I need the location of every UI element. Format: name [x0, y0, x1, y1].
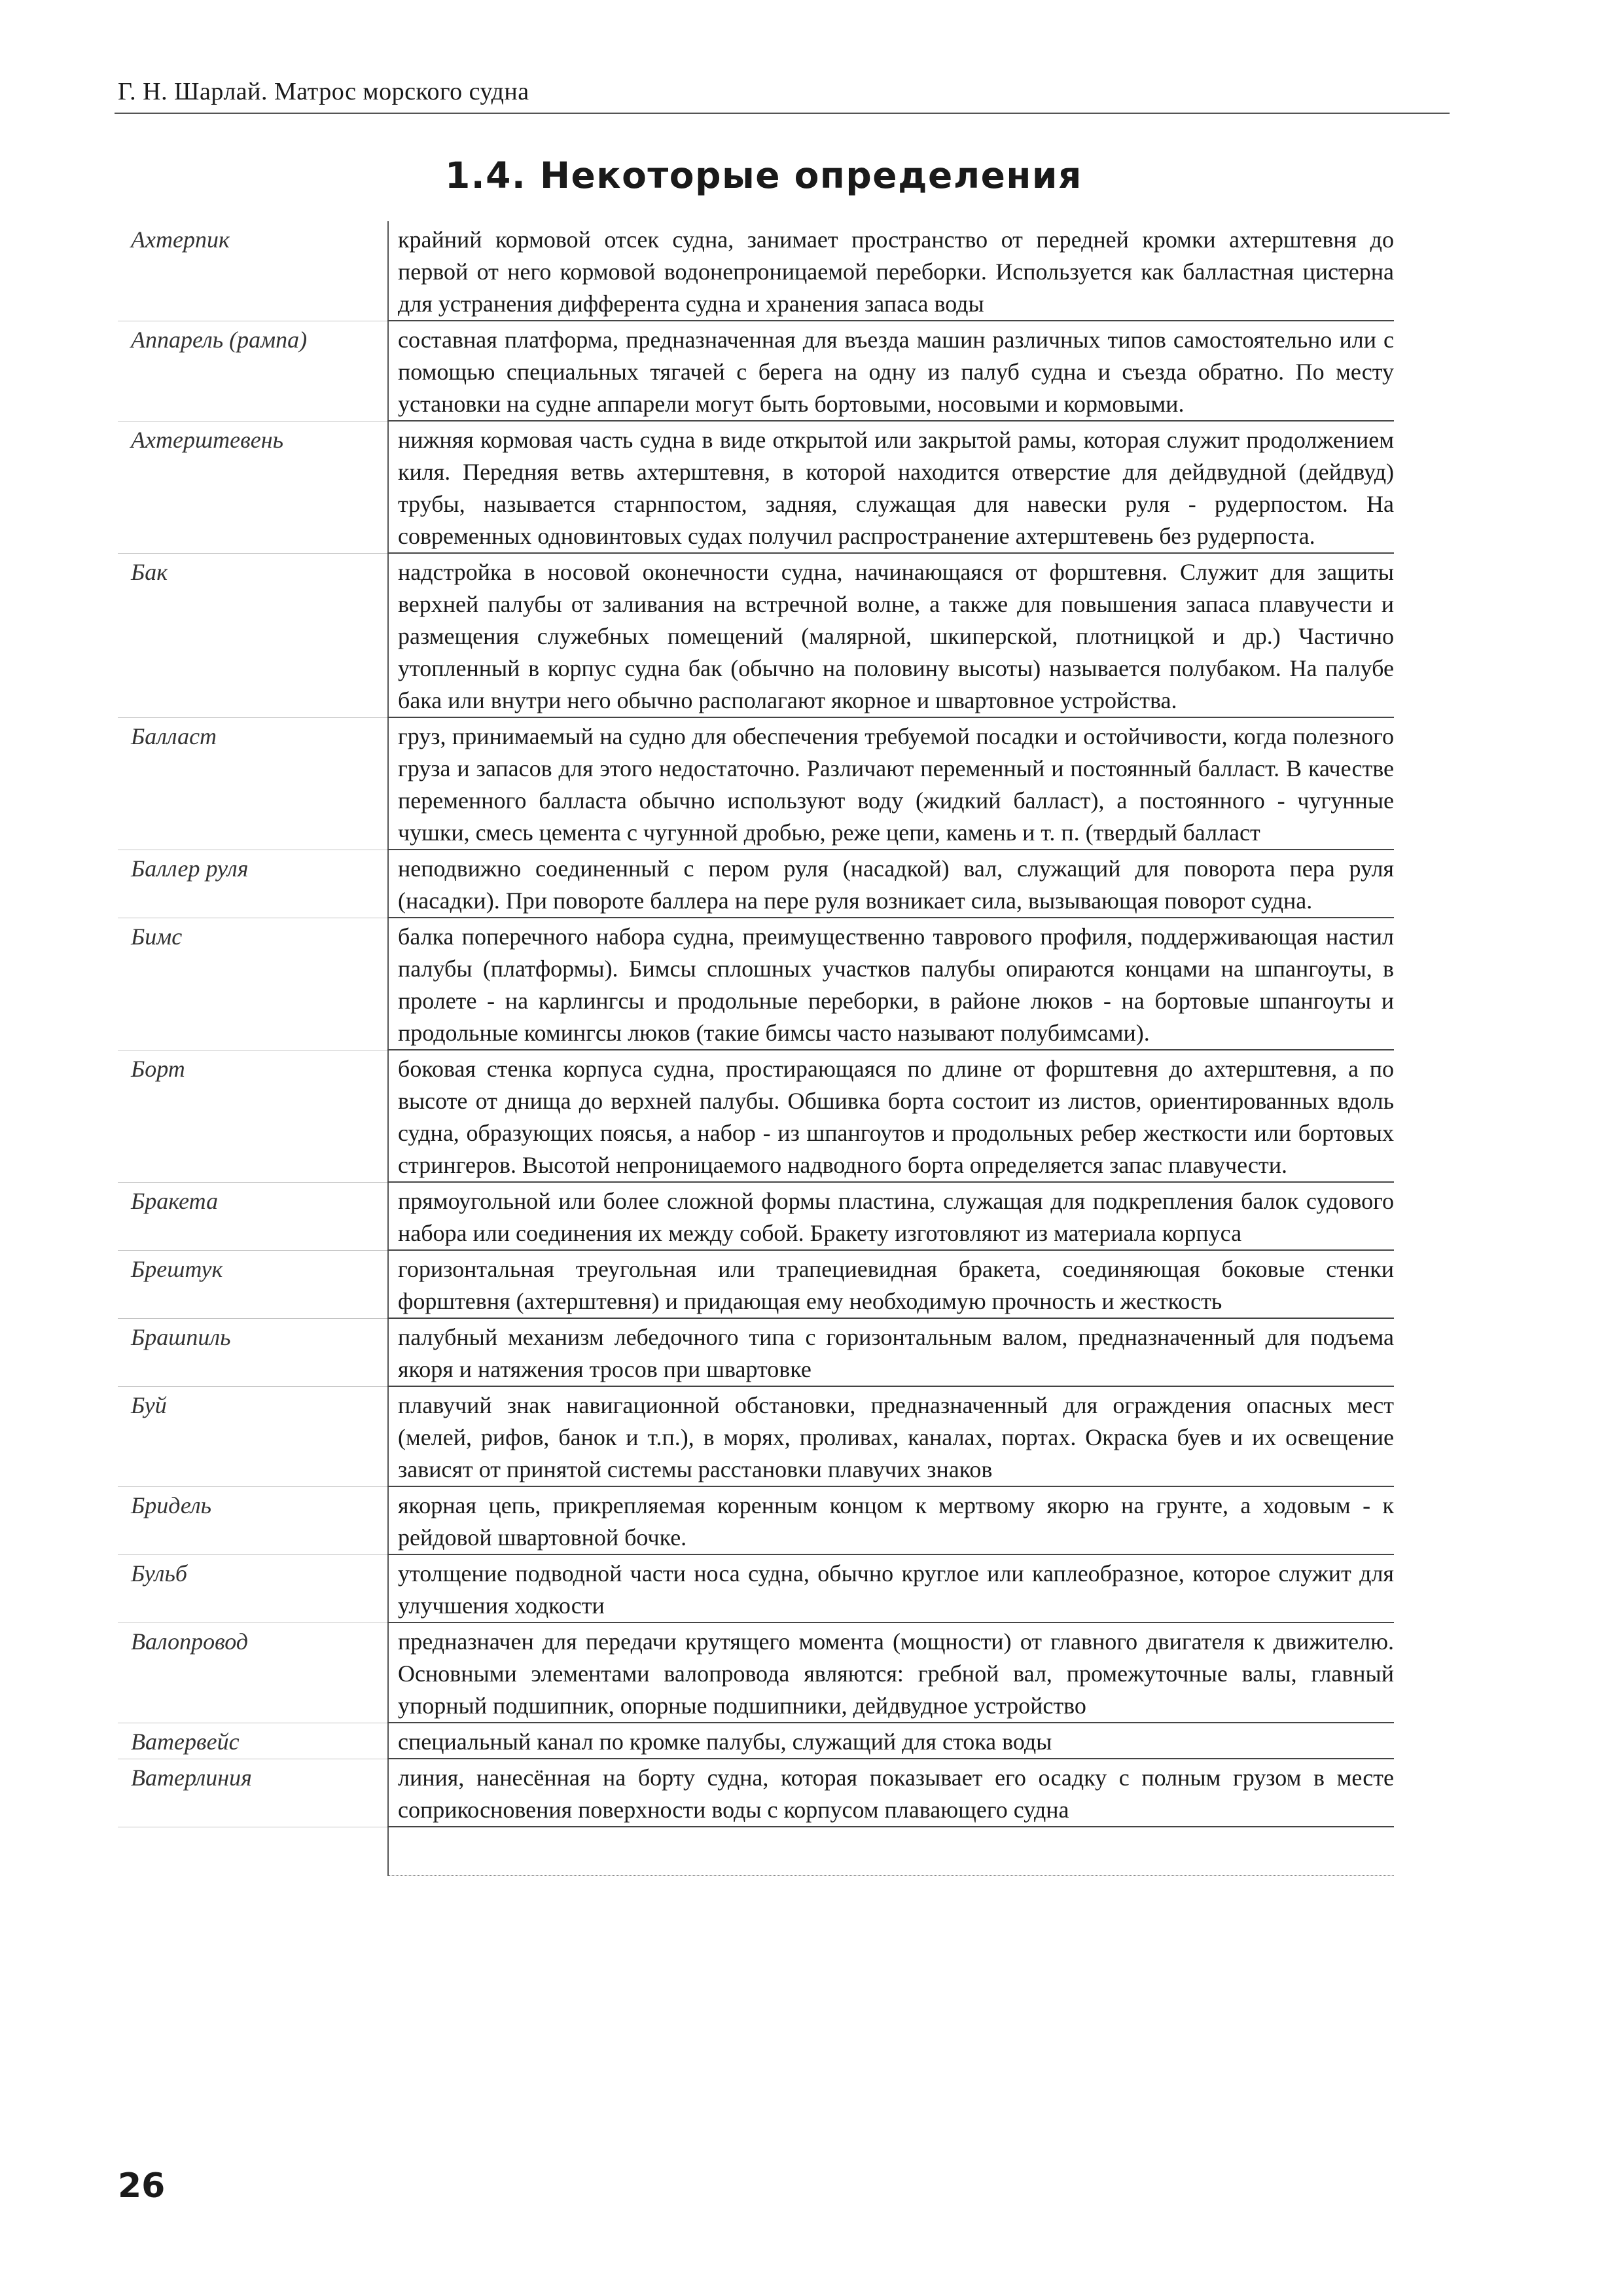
glossary-definition: утолщение подводной части носа судна, обычно круглое или каплеобразное, которое служит для улучшения ходкости — [388, 1554, 1394, 1623]
glossary-row — [118, 221, 1394, 321]
glossary-row — [118, 850, 1394, 918]
glossary-row — [118, 918, 1394, 1050]
glossary-term: Бак — [118, 553, 388, 717]
glossary-row — [118, 553, 1394, 717]
glossary-definition: горизонтальная треугольная или трапециевидная бракета, соединяющая боковые стенки форштевня (ахтерштевня) и придающая ему необходимую прочность и жесткость — [388, 1250, 1394, 1318]
glossary-definition: специальный канал по кромке палубы, служащий для стока воды — [388, 1723, 1394, 1759]
glossary-row — [118, 717, 1394, 850]
glossary-row — [118, 1723, 1394, 1759]
glossary-term: Брашпиль — [118, 1318, 388, 1386]
glossary-table — [118, 221, 1394, 1876]
glossary-term: Ахтерштевень — [118, 421, 388, 553]
glossary-term: Ватерлиния — [118, 1759, 388, 1827]
glossary-row — [118, 1182, 1394, 1250]
glossary-filler-row — [118, 1827, 1394, 1876]
glossary-definition: линия, нанесённая на борту судна, которая показывает его осадку с полным грузом в месте соприкосновения поверхности воды с корпусом плавающего судна — [388, 1759, 1394, 1827]
glossary-term: Буй — [118, 1386, 388, 1486]
glossary-row — [118, 1250, 1394, 1318]
glossary-definition: неподвижно соединенный с пером руля (насадкой) вал, служащий для поворота пера руля (насадки). При повороте баллера на пере руля возникает сила, вызывающая поворот судна. — [388, 850, 1394, 918]
glossary-row — [118, 1386, 1394, 1486]
glossary-term: Борт — [118, 1050, 388, 1182]
page-number: 26 — [118, 2166, 166, 2206]
glossary-row — [118, 421, 1394, 553]
glossary-definition: боковая стенка корпуса судна, простирающаяся по длине от форштевня до ахтерштевня, а по высоте от днища до верхней палубы. Обшивка борта состоит из листов, ориентированных вдоль судна, образующих поясья, а набор - из шпангоутов и продольных ребер жесткости или бортовых стрингеров. Высотой непроницаемого надводного борта определяется запас плавучести. — [388, 1050, 1394, 1182]
glossary-row — [118, 1759, 1394, 1827]
section-title: 1.4. Некоторые определения — [445, 154, 1082, 196]
glossary-filler-cell — [388, 1827, 1394, 1876]
glossary-definition: надстройка в носовой оконечности судна, начинающаяся от форштевня. Служит для защиты верхней палубы от заливания на встречной волне, а также для повышения запаса плавучести и размещения служебных помещений (малярной, шкиперской, плотницкой и др.) Частично утопленный в корпус судна бак (обычно на половину высоты) называется полубаком. На палубе бака или внутри него обычно располагают якорное и швартовное устройства. — [388, 553, 1394, 717]
running-head-rule — [115, 113, 1450, 114]
glossary-row — [118, 1050, 1394, 1182]
glossary-term: Бридель — [118, 1486, 388, 1554]
glossary-term: Бимс — [118, 918, 388, 1050]
glossary-row — [118, 1486, 1394, 1554]
glossary-definition: груз, принимаемый на судно для обеспечения требуемой посадки и остойчивости, когда полезного груза и запасов для этого недостаточно. Различают переменный и постоянный балласт. В качестве переменного балласта обычно используют воду (жидкий балласт), а постоянного - чугунные чушки, смесь цемента с чугунной дробью, реже цепи, камень и т. п. (твердый балласт — [388, 717, 1394, 850]
glossary-row — [118, 1554, 1394, 1623]
glossary-term: Балласт — [118, 717, 388, 850]
glossary-term: Аппарель (рампа) — [118, 321, 388, 421]
glossary-term: Брештук — [118, 1250, 388, 1318]
glossary-term: Ахтерпик — [118, 221, 388, 321]
glossary-term: Валопровод — [118, 1623, 388, 1723]
glossary-row — [118, 1318, 1394, 1386]
glossary-definition: нижняя кормовая часть судна в виде открытой или закрытой рамы, которая служит продолжением киля. Передняя ветвь ахтерштевня, в которой находится отверстие для дейдвудной (дейдвуд) трубы, называется старнпостом, задняя, служащая для навески руля - рудерпостом. На современных одновинтовых судах получил распространение ахтерштевень без рудерпоста. — [388, 421, 1394, 553]
glossary-definition: плавучий знак навигационной обстановки, предназначенный для ограждения опасных мест (мелей, рифов, банок и т.п.), в морях, проливах, каналах, портах. Окраска буев и их освещение зависят от принятой системы расстановки плавучих знаков — [388, 1386, 1394, 1486]
glossary-definition: предназначен для передачи крутящего момента (мощности) от главного двигателя к движителю. Основными элементами валопровода являются: гребной вал, промежуточные валы, главный упорный подшипник, опорные подшипники, дейдвудное устройство — [388, 1623, 1394, 1723]
glossary-term: Баллер руля — [118, 850, 388, 918]
glossary-term: Ватервейс — [118, 1723, 388, 1759]
glossary-definition: составная платформа, предназначенная для въезда машин различных типов самостоятельно или с помощью специальных тягачей с берега на одну из палуб судна и съезда обратно. По месту установки на судне аппарели могут быть бортовыми, носовыми и кормовыми. — [388, 321, 1394, 421]
glossary-definition: якорная цепь, прикрепляемая коренным концом к мертвому якорю на грунте, а ходовым - к рейдовой швартовной бочке. — [388, 1486, 1394, 1554]
glossary-term: Бракета — [118, 1182, 388, 1250]
glossary-term: Бульб — [118, 1554, 388, 1623]
glossary-row — [118, 321, 1394, 421]
glossary-definition: крайний кормовой отсек судна, занимает пространство от передней кромки ахтерштевня до первой от него кормовой водонепроницаемой переборки. Используется как балластная цистерна для устранения дифферента судна и хранения запаса воды — [388, 221, 1394, 321]
glossary-definition: палубный механизм лебедочного типа с горизонтальным валом, предназначенный для подъема якоря и натяжения тросов при швартовке — [388, 1318, 1394, 1386]
glossary-definition: прямоугольной или более сложной формы пластина, служащая для подкрепления балок судового набора или соединения их между собой. Бракету изготовляют из материала корпуса — [388, 1182, 1394, 1250]
glossary-definition: балка поперечного набора судна, преимущественно таврового профиля, поддерживающая настил палубы (платформы). Бимсы сплошных участков палубы опираются концами на шпангоуты, в пролете - на карлингсы и продольные переборки, в районе люков - на бортовые шпангоуты и продольные комингсы люков (такие бимсы часто называют полубимсами). — [388, 918, 1394, 1050]
glossary-row — [118, 1623, 1394, 1723]
glossary-filler-cell — [118, 1827, 388, 1876]
running-head: Г. Н. Шарлай. Матрос морского судна — [118, 78, 529, 105]
